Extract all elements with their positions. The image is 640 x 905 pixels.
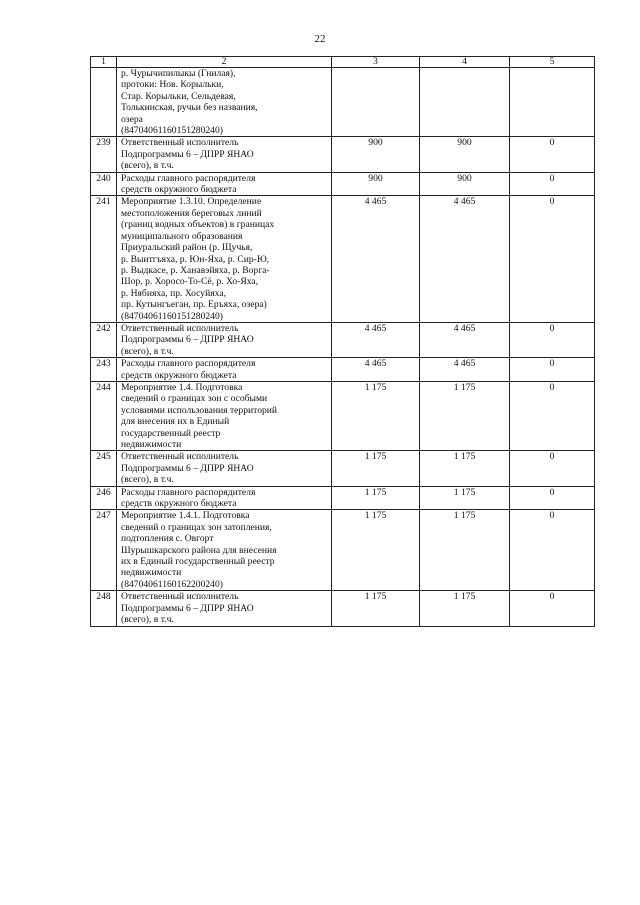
column-5-value-cell: 0: [510, 381, 595, 450]
table-row: [91, 172, 595, 196]
column-4-value-cell: 4 465: [420, 322, 510, 357]
page-number: 22: [314, 33, 326, 45]
table-header: [91, 57, 595, 68]
description-cell: Ответственный исполнитель Подпрограммы 6 – ДПРР ЯНАО (всего), в т.ч.: [117, 591, 332, 626]
column-4-value-cell: 4 465: [420, 358, 510, 382]
row-number-cell: 247: [91, 510, 117, 591]
row-number-cell: 240: [91, 172, 117, 196]
table-row: [91, 68, 595, 137]
row-number-cell: 248: [91, 591, 117, 626]
row-number-cell: 241: [91, 196, 117, 322]
column-4-value-cell: 1 175: [420, 451, 510, 486]
column-header-4: 4: [420, 57, 510, 68]
column-header-1: 1: [91, 57, 117, 68]
column-5-value-cell: 0: [510, 486, 595, 510]
column-3-value-cell: 4 465: [332, 322, 420, 357]
column-5-value-cell: 0: [510, 172, 595, 196]
column-3-value-cell: [332, 68, 420, 137]
table-row: [91, 322, 595, 357]
column-3-value-cell: 900: [332, 137, 420, 172]
column-3-value-cell: 4 465: [332, 358, 420, 382]
column-4-value-cell: 1 175: [420, 510, 510, 591]
column-5-value-cell: 0: [510, 358, 595, 382]
column-4-value-cell: 900: [420, 137, 510, 172]
table-row: [91, 451, 595, 486]
table-row: [91, 510, 595, 591]
header-row: [91, 57, 595, 68]
table-row: [91, 196, 595, 322]
column-4-value-cell: [420, 68, 510, 137]
column-5-value-cell: 0: [510, 137, 595, 172]
column-5-value-cell: 0: [510, 591, 595, 626]
column-4-value-cell: 1 175: [420, 591, 510, 626]
budget-table: [90, 56, 595, 627]
column-3-value-cell: 4 465: [332, 196, 420, 322]
table-body: [91, 68, 595, 627]
table-row: [91, 137, 595, 172]
description-cell: Расходы главного распорядителя средств окружного бюджета: [117, 358, 332, 382]
column-5-value-cell: 0: [510, 322, 595, 357]
description-cell: Ответственный исполнитель Подпрограммы 6 – ДПРР ЯНАО (всего), в т.ч.: [117, 451, 332, 486]
table-row: [91, 381, 595, 450]
column-5-value-cell: 0: [510, 196, 595, 322]
column-header-2: 2: [117, 57, 332, 68]
column-4-value-cell: 1 175: [420, 381, 510, 450]
row-number-cell: 243: [91, 358, 117, 382]
description-cell: р. Чурычипилыкы (Гнилая), протоки: Нов. Корыльки, Стар. Корыльки, Сельдевая, Толькинская, ручьи без названия, озера (84704061160151280240): [117, 68, 332, 137]
description-cell: Мероприятие 1.4. Подготовка сведений о границах зон с особыми условиями использования территорий для внесения их в Единый государственный реестр недвижимости: [117, 381, 332, 450]
column-3-value-cell: 1 175: [332, 381, 420, 450]
column-3-value-cell: 1 175: [332, 486, 420, 510]
row-number-cell: 244: [91, 381, 117, 450]
column-header-3: 3: [332, 57, 420, 68]
column-5-value-cell: 0: [510, 510, 595, 591]
description-cell: Мероприятие 1.3.10. Определение местоположения береговых линий (границ водных объектов) в границах муниципального образования Приуральский район (р. Щучья, р. Выитгъяха, р. Юн-Яха, р. Сир-Ю, р. Выдкасе, р. Ханавэйяха, р. Ворга- Шор, р. Хоросо-То-Сё, р. Хо-Яха, р. Нябияха, пр. Хосуйяха, пр. Кутынгъеган, пр. Еръяха, озера) (84704061160151280240): [117, 196, 332, 322]
description-cell: Ответственный исполнитель Подпрограммы 6 – ДПРР ЯНАО (всего), в т.ч.: [117, 137, 332, 172]
column-3-value-cell: 900: [332, 172, 420, 196]
row-number-cell: 242: [91, 322, 117, 357]
description-cell: Расходы главного распорядителя средств окружного бюджета: [117, 172, 332, 196]
table-row: [91, 358, 595, 382]
table-row: [91, 486, 595, 510]
row-number-cell: 239: [91, 137, 117, 172]
description-cell: Ответственный исполнитель Подпрограммы 6 – ДПРР ЯНАО (всего), в т.ч.: [117, 322, 332, 357]
column-3-value-cell: 1 175: [332, 591, 420, 626]
column-4-value-cell: 900: [420, 172, 510, 196]
row-number-cell: [91, 68, 117, 137]
column-4-value-cell: 1 175: [420, 486, 510, 510]
row-number-cell: 245: [91, 451, 117, 486]
table-row: [91, 591, 595, 626]
column-3-value-cell: 1 175: [332, 510, 420, 591]
column-4-value-cell: 4 465: [420, 196, 510, 322]
column-5-value-cell: 0: [510, 451, 595, 486]
description-cell: Мероприятие 1.4.1. Подготовка сведений о границах зон затопления, подтопления с. Овгорт Шурышкарского района для внесения их в Единый государственный реестр недвижимости (84704061160162200240): [117, 510, 332, 591]
column-5-value-cell: [510, 68, 595, 137]
column-3-value-cell: 1 175: [332, 451, 420, 486]
column-header-5: 5: [510, 57, 595, 68]
row-number-cell: 246: [91, 486, 117, 510]
description-cell: Расходы главного распорядителя средств окружного бюджета: [117, 486, 332, 510]
